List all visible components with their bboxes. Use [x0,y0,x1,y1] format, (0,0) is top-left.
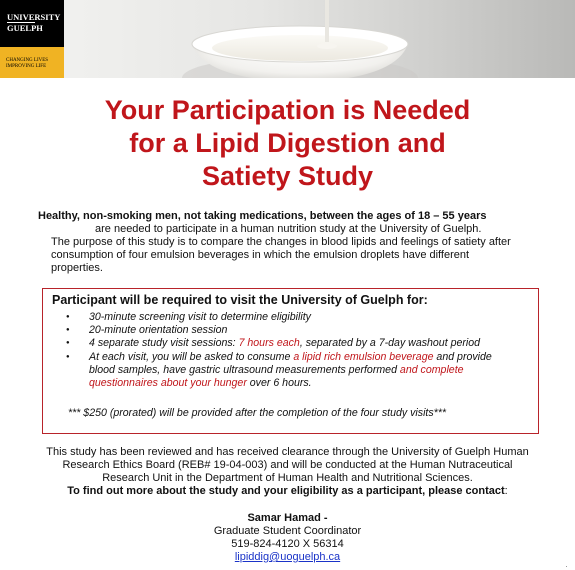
purpose-line: consumption of four emulsion beverages in which the emulsion droplets have different [51,249,470,261]
university-logo [0,0,64,78]
logo-rule [7,22,35,23]
requirements-box [42,288,539,434]
logo-name: UNIVERSITY GUELPH [7,12,61,33]
ethics-line: Research Unit in the Department of Human Health and Nutritional Sciences. [102,472,473,484]
eligibility-text: Healthy, non-smoking men, not taking medications, between the ages of 18 – 55 years [38,210,487,222]
contact-email-link[interactable]: lipiddig@uoguelph.ca [234,551,341,563]
contact-prompt: To find out more about the study and your eligibility as a participant, please contact: [67,485,508,497]
ethics-line: This study has been reviewed and has received clearance through the University of Guelph Human [46,446,529,458]
requirements-list [43,311,492,390]
compensation-note: *** $250 (prorated) will be provided after the completion of the four study visits*** [68,407,447,419]
purpose-line: properties. [51,262,103,274]
list-item: ● At each visit, you will be asked to consume a lipid rich emulsion beverage and provide blood samples, have gastric ultrasound measurements performed and complete questionnaires about your hunger over 6 hours. [89,351,492,391]
title-line: Satiety Study [201,161,374,191]
list-item: ● 4 separate study visit sessions: 7 hours each, separated by a 7-day washout period [89,337,492,350]
list-item: ● 20-minute orientation session [89,324,492,337]
list-item: ● 30-minute screening visit to determine eligibility [89,311,492,324]
logo-tagline: CHANGING LIVES IMPROVING LIFE [6,58,49,69]
title-line: for a Lipid Digestion and [129,128,446,158]
contact-role: Graduate Student Coordinator [213,525,362,537]
header-banner [0,0,575,78]
bowl-photo [150,0,450,78]
page-title [0,94,575,193]
contact-name: Samar Hamad - [247,512,328,524]
purpose-line: The purpose of this study is to compare the changes in blood lipids and feelings of satiety after [51,236,511,248]
title-line: Your Participation is Needed [104,95,471,125]
requirements-heading: Participant will be required to visit the University of Guelph for: [52,293,428,307]
needed-text: are needed to participate in a human nutrition study at the University of Guelph. [95,223,482,235]
contact-email-row [0,551,575,564]
corner-mark [566,566,567,567]
contact-phone: 519-824-4120 X 56314 [231,538,344,550]
logo-black-block [0,0,64,47]
ethics-line: Research Ethics Board (REB# 19-04-003) and will be conducted at the Human Nutraceutical [62,459,513,471]
